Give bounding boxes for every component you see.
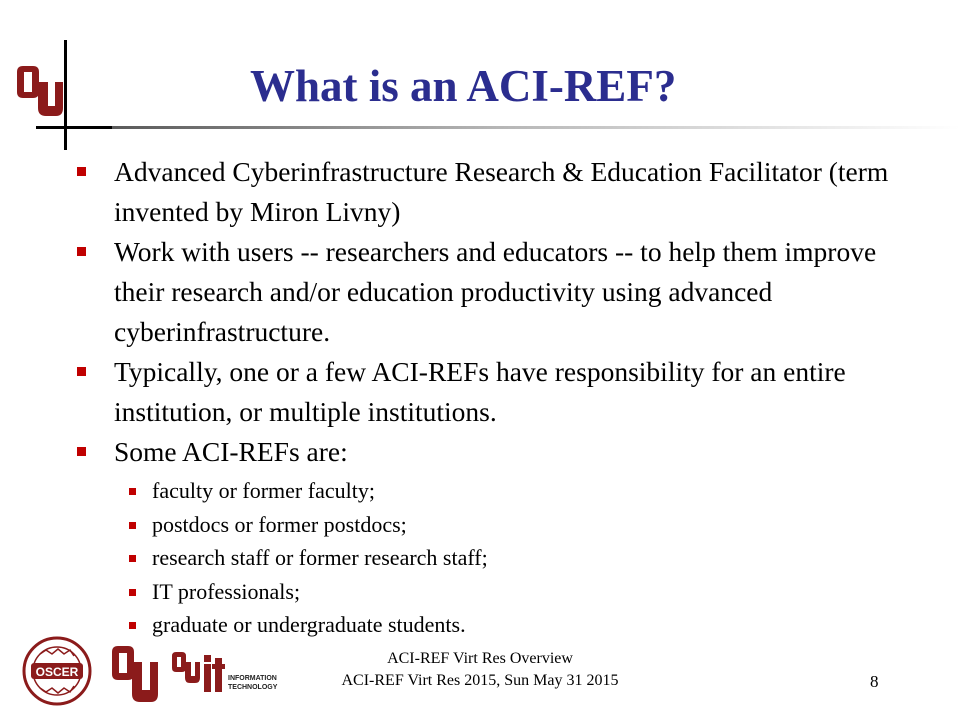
bullet-text: Advanced Cyberinfrastructure Research & Education Facilitator (term invented by Miron Livny) xyxy=(114,156,889,227)
bullet-square-icon xyxy=(77,447,86,456)
decorative-horizontal-line xyxy=(36,126,112,129)
sub-bullet-square-icon xyxy=(129,622,136,629)
slide-title: What is an ACI-REF? xyxy=(250,61,677,111)
ou-footer-logo xyxy=(112,646,158,702)
footer-line-2: ACI-REF Virt Res 2015, Sun May 31 2015 xyxy=(341,672,619,689)
bullet-item xyxy=(70,432,920,472)
ou-logo xyxy=(14,62,64,120)
bullet-text: Typically, one or a few ACI-REFs have responsibility for an entire institution, or multiple institutions. xyxy=(114,356,846,427)
footer-line-1: ACI-REF Virt Res Overview xyxy=(387,650,573,667)
sub-bullet-item xyxy=(70,474,920,508)
sub-bullet-item xyxy=(70,508,920,542)
it-logo xyxy=(172,652,278,692)
bullet-text: Some ACI-REFs are: xyxy=(114,436,348,467)
title-underline xyxy=(112,126,960,129)
bullet-square-icon xyxy=(77,167,86,176)
bullet-item xyxy=(70,232,920,352)
slide-content xyxy=(70,152,920,642)
sub-bullet-text: postdocs or former postdocs; xyxy=(152,511,407,537)
sub-bullet-square-icon xyxy=(129,589,136,596)
sub-bullet-square-icon xyxy=(129,522,136,529)
bullet-text: Work with users -- researchers and educators -- to help them improve their research and/or education productivity using advanced cyberinfrastructure. xyxy=(114,236,877,347)
oscer-logo-text: OSCER xyxy=(35,665,79,679)
bullet-item xyxy=(70,152,920,232)
page-number: 8 xyxy=(870,672,879,691)
sub-bullet-list xyxy=(70,474,920,642)
sub-bullet-square-icon xyxy=(129,488,136,495)
oscer-logo xyxy=(24,638,90,704)
sub-bullet-text: graduate or undergraduate students. xyxy=(152,612,466,637)
footer-text xyxy=(280,648,680,692)
sub-bullet-square-icon xyxy=(129,555,136,562)
footer-logos xyxy=(22,636,282,706)
sub-bullet-text: IT professionals; xyxy=(152,578,301,604)
sub-bullet-text: faculty or former faculty; xyxy=(152,478,375,503)
bullet-square-icon xyxy=(77,367,86,376)
sub-bullet-item xyxy=(70,575,920,609)
sub-bullet-text: research staff or former research staff; xyxy=(152,545,488,570)
it-logo-line1: INFORMATION xyxy=(228,675,277,682)
decorative-vertical-line xyxy=(64,40,67,150)
bullet-square-icon xyxy=(77,247,86,256)
sub-bullet-item xyxy=(70,541,920,575)
it-logo-line2: TECHNOLOGY xyxy=(228,684,278,691)
bullet-item xyxy=(70,352,920,432)
